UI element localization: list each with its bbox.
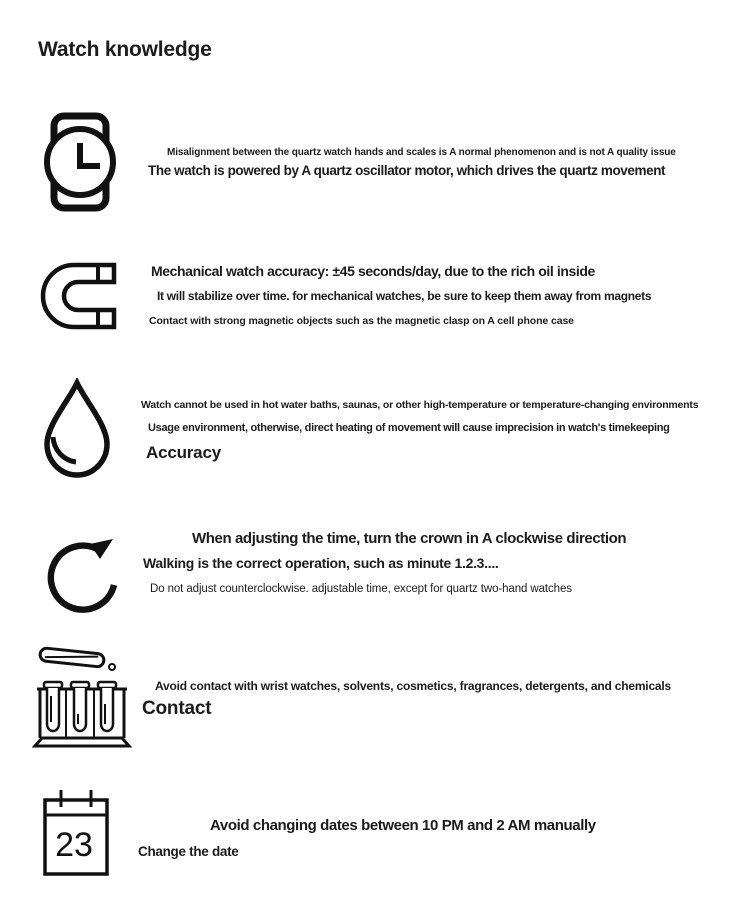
note-magnetic-contact: Contact with strong magnetic objects such as the magnetic clasp on A cell phone case: [149, 315, 574, 327]
heading-contact: Contact: [142, 698, 212, 719]
magnet-icon: [36, 260, 122, 332]
note-quartz-movement: The watch is powered by A quartz oscillator motor, which drives the quartz movement: [148, 163, 666, 178]
note-hot-water-warning: Watch cannot be used in hot water baths, saunas, or other high-temperature or temperature-changing environments: [141, 399, 699, 411]
clockwise-arrow-icon: [38, 521, 126, 615]
wristwatch-icon: [38, 112, 122, 212]
page-title: Watch knowledge: [38, 38, 212, 61]
calendar-icon: [40, 788, 114, 878]
calendar-date: 23: [55, 826, 93, 864]
note-walking-operation: Walking is the correct operation, such as minute 1.2.3....: [143, 555, 499, 571]
note-quartz-misalignment: Misalignment between the quartz watch hands and scales is A normal phenomenon and is not A quality issue: [167, 147, 676, 158]
note-magnet-warning: It will stabilize over time. for mechanical watches, be sure to keep them away from magnets: [157, 289, 652, 303]
water-drop-icon: [38, 378, 116, 478]
test-tubes-icon: [32, 642, 132, 750]
note-mechanical-accuracy: Mechanical watch accuracy: ±45 seconds/day, due to the rich oil inside: [151, 263, 595, 279]
note-usage-environment: Usage environment, otherwise, direct heating of movement will cause imprecision in watch's timekeeping: [148, 422, 670, 434]
note-clockwise-adjustment: When adjusting the time, turn the crown in A clockwise direction: [192, 530, 627, 547]
note-chemical-contact: Avoid contact with wrist watches, solvents, cosmetics, fragrances, detergents, and chemicals: [155, 679, 671, 693]
heading-change-date: Change the date: [138, 844, 239, 859]
note-date-change-warning: Avoid changing dates between 10 PM and 2 AM manually: [210, 817, 596, 834]
note-counterclockwise-warning: Do not adjust counterclockwise. adjustable time, except for quartz two-hand watches: [150, 583, 572, 595]
heading-accuracy: Accuracy: [146, 443, 221, 462]
